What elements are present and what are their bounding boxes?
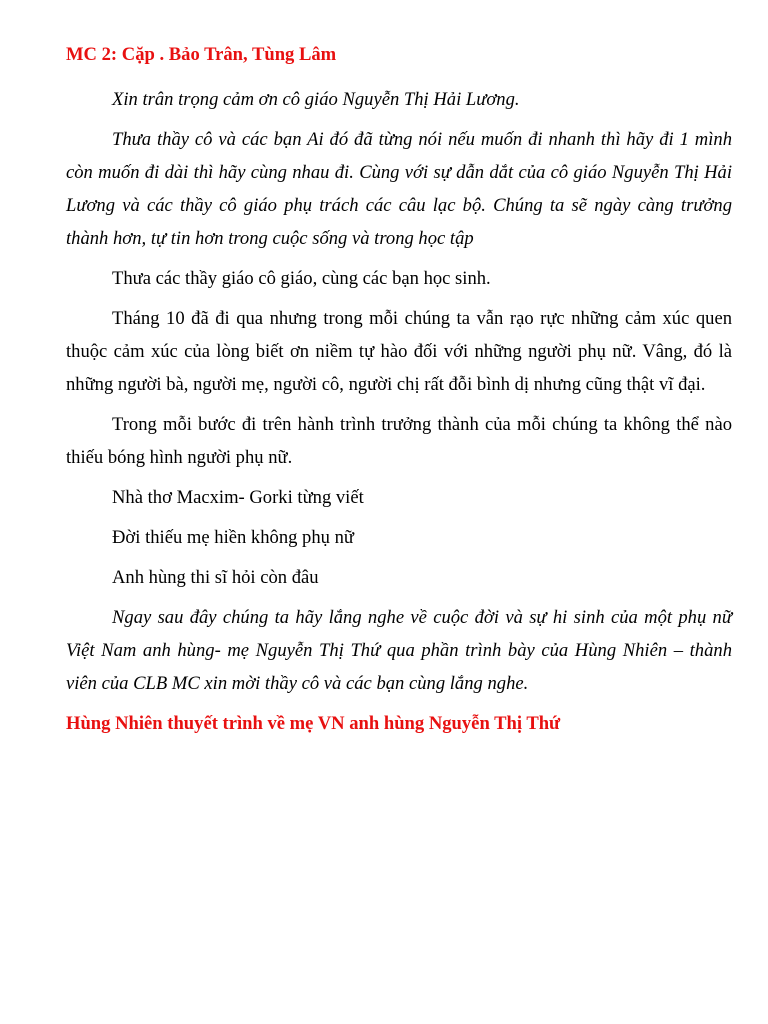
- paragraph-journey: Trong mỗi bước đi trên hành trình trưởng thành của mỗi chúng ta không thể nào thiếu bóng hình người phụ nữ.: [66, 414, 732, 468]
- document-page: [66, 38, 732, 752]
- paragraph-thanks: Xin trân trọng cảm ơn cô giáo Nguyễn Thị Hải Lương.: [112, 89, 520, 110]
- paragraph-intro: Thưa thầy cô và các bạn Ai đó đã từng nói nếu muốn đi nhanh thì hãy đi 1 mình còn muốn đi dài thì hãy cùng nhau đi. Cùng với sự dẫn dắt của cô giáo Nguyễn Thị Hải Lương và các thầy cô giáo phụ trách các câu lạc bộ. Chúng ta sẽ ngày càng trưởng thành hơn, tự tin hơn trong cuộc sống và trong học tập: [66, 129, 732, 249]
- paragraph-invitation: Ngay sau đây chúng ta hãy lắng nghe về cuộc đời và sự hi sinh của một phụ nữ Việt Nam anh hùng- mẹ Nguyễn Thị Thứ qua phần trình bày của Hùng Nhiên – thành viên của CLB MC xin mời thầy cô và các bạn cùng lắng nghe.: [66, 607, 732, 694]
- paragraph-poet: Nhà thơ Macxim- Gorki từng viết: [112, 487, 364, 508]
- paragraph-greeting: Thưa các thầy giáo cô giáo, cùng các bạn học sinh.: [112, 268, 491, 289]
- poem-line-1: Đời thiếu mẹ hiền không phụ nữ: [112, 527, 354, 548]
- document-title: MC 2: Cặp . Bảo Trân, Tùng Lâm: [66, 44, 337, 65]
- poem-line-2: Anh hùng thi sĩ hỏi còn đâu: [112, 567, 319, 588]
- paragraph-october: Tháng 10 đã đi qua nhưng trong mỗi chúng ta vẫn rạo rực những cảm xúc quen thuộc cảm xúc của lòng biết ơn niềm tự hào đối với những người phụ nữ. Vâng, đó là những người bà, người mẹ, người cô, người chị rất đỗi bình dị nhưng cũng thật vĩ đại.: [66, 308, 732, 395]
- closing-heading: Hùng Nhiên thuyết trình về mẹ VN anh hùng Nguyễn Thị Thứ: [66, 713, 561, 734]
